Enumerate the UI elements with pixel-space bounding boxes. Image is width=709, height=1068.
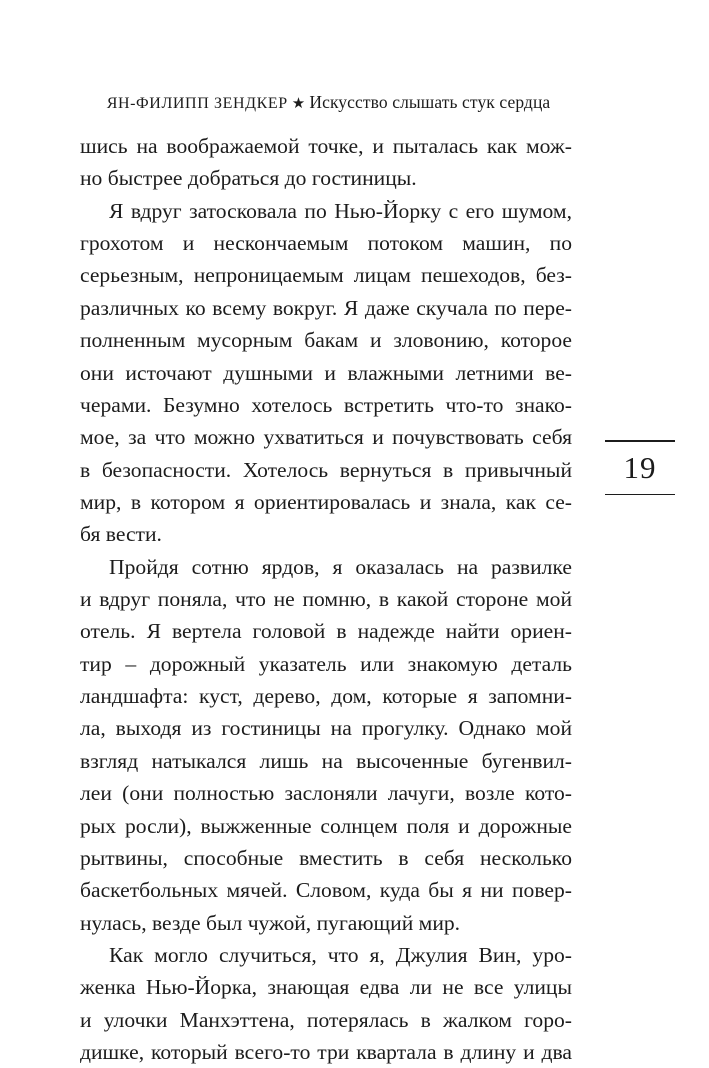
- text-line: ландшафта: куст, дерево, дом, которые я запомни-: [80, 684, 572, 709]
- page-number: 19: [623, 449, 657, 485]
- paragraph: [80, 939, 572, 1068]
- paragraph: [80, 195, 572, 551]
- text-line: тир – дорожный указатель или знакомую деталь: [80, 651, 572, 676]
- text-line: серьезным, непроницаемым лицам пешеходов, без-: [80, 263, 572, 288]
- text-line: черами. Безумно хотелось встретить что-то знако-: [80, 392, 572, 417]
- text-line: ла, выходя из гостиницы на прогулку. Однако мой: [80, 716, 572, 741]
- text-line: в безопасности. Хотелось вернуться в привычный: [80, 457, 572, 482]
- text-line: леи (они полностью заслоняли лачуги, возле кото-: [80, 781, 572, 806]
- text-line: Пройдя сотню ярдов, я оказалась на развилке: [109, 554, 572, 579]
- text-line: отель. Я вертела головой в надежде найти ориен-: [80, 619, 572, 644]
- text-line: но быстрее добраться до гостиницы.: [80, 166, 417, 191]
- text-line: различных ко всему вокруг. Я даже скучала по пере-: [80, 295, 572, 320]
- text-line: грохотом и нескончаемым потоком машин, по: [80, 231, 572, 256]
- text-line: они источают душными и влажными летними ве-: [80, 360, 572, 385]
- page-number-rule-bottom: [605, 494, 675, 496]
- text-line: и вдруг поняла, что не помню, в какой стороне мой: [80, 587, 572, 612]
- text-line: бя вести.: [80, 522, 162, 547]
- text-line: полненным мусорным бакам и зловонию, которое: [80, 328, 572, 353]
- header-book-title: Искусство слышать стук сердца: [309, 92, 551, 112]
- text-line: рытвины, способные вместить в себя несколько: [80, 845, 572, 870]
- paragraph: [80, 130, 572, 195]
- paragraph: [80, 551, 572, 939]
- text-line: нулась, везде был чужой, пугающий мир.: [80, 910, 461, 935]
- text-line: Я вдруг затосковала по Нью-Йорку с его шумом,: [109, 198, 572, 223]
- page-number-marker: [605, 440, 675, 495]
- star-separator-icon: ★: [291, 96, 306, 112]
- text-line: Как могло случиться, что я, Джулия Вин, уро-: [109, 942, 572, 967]
- running-header: [82, 91, 575, 115]
- text-line: взгляд натыкался лишь на высоченные бугенвил-: [80, 748, 572, 773]
- text-line: женка Нью-Йорка, знающая едва ли не все улицы: [80, 975, 572, 1000]
- page-body: [80, 130, 572, 1068]
- text-line: и улочки Манхэттена, потерялась в жалком горо-: [80, 1007, 572, 1032]
- text-line: баскетбольных мячей. Словом, куда бы я ни повер-: [80, 878, 572, 903]
- text-line: дишке, который всего-то три квартала в длину и два: [80, 1040, 572, 1065]
- text-line: мир, в котором я ориентировалась и знала, как се-: [80, 489, 572, 514]
- text-line: шись на воображаемой точке, и пыталась как мож-: [80, 134, 572, 158]
- header-author: ЯН-ФИЛИПП ЗЕНДКЕР: [106, 95, 288, 112]
- text-line: мое, за что можно ухватиться и почувствовать себя: [80, 425, 572, 450]
- text-line: рых росли), выжженные солнцем поля и дорожные: [80, 813, 572, 838]
